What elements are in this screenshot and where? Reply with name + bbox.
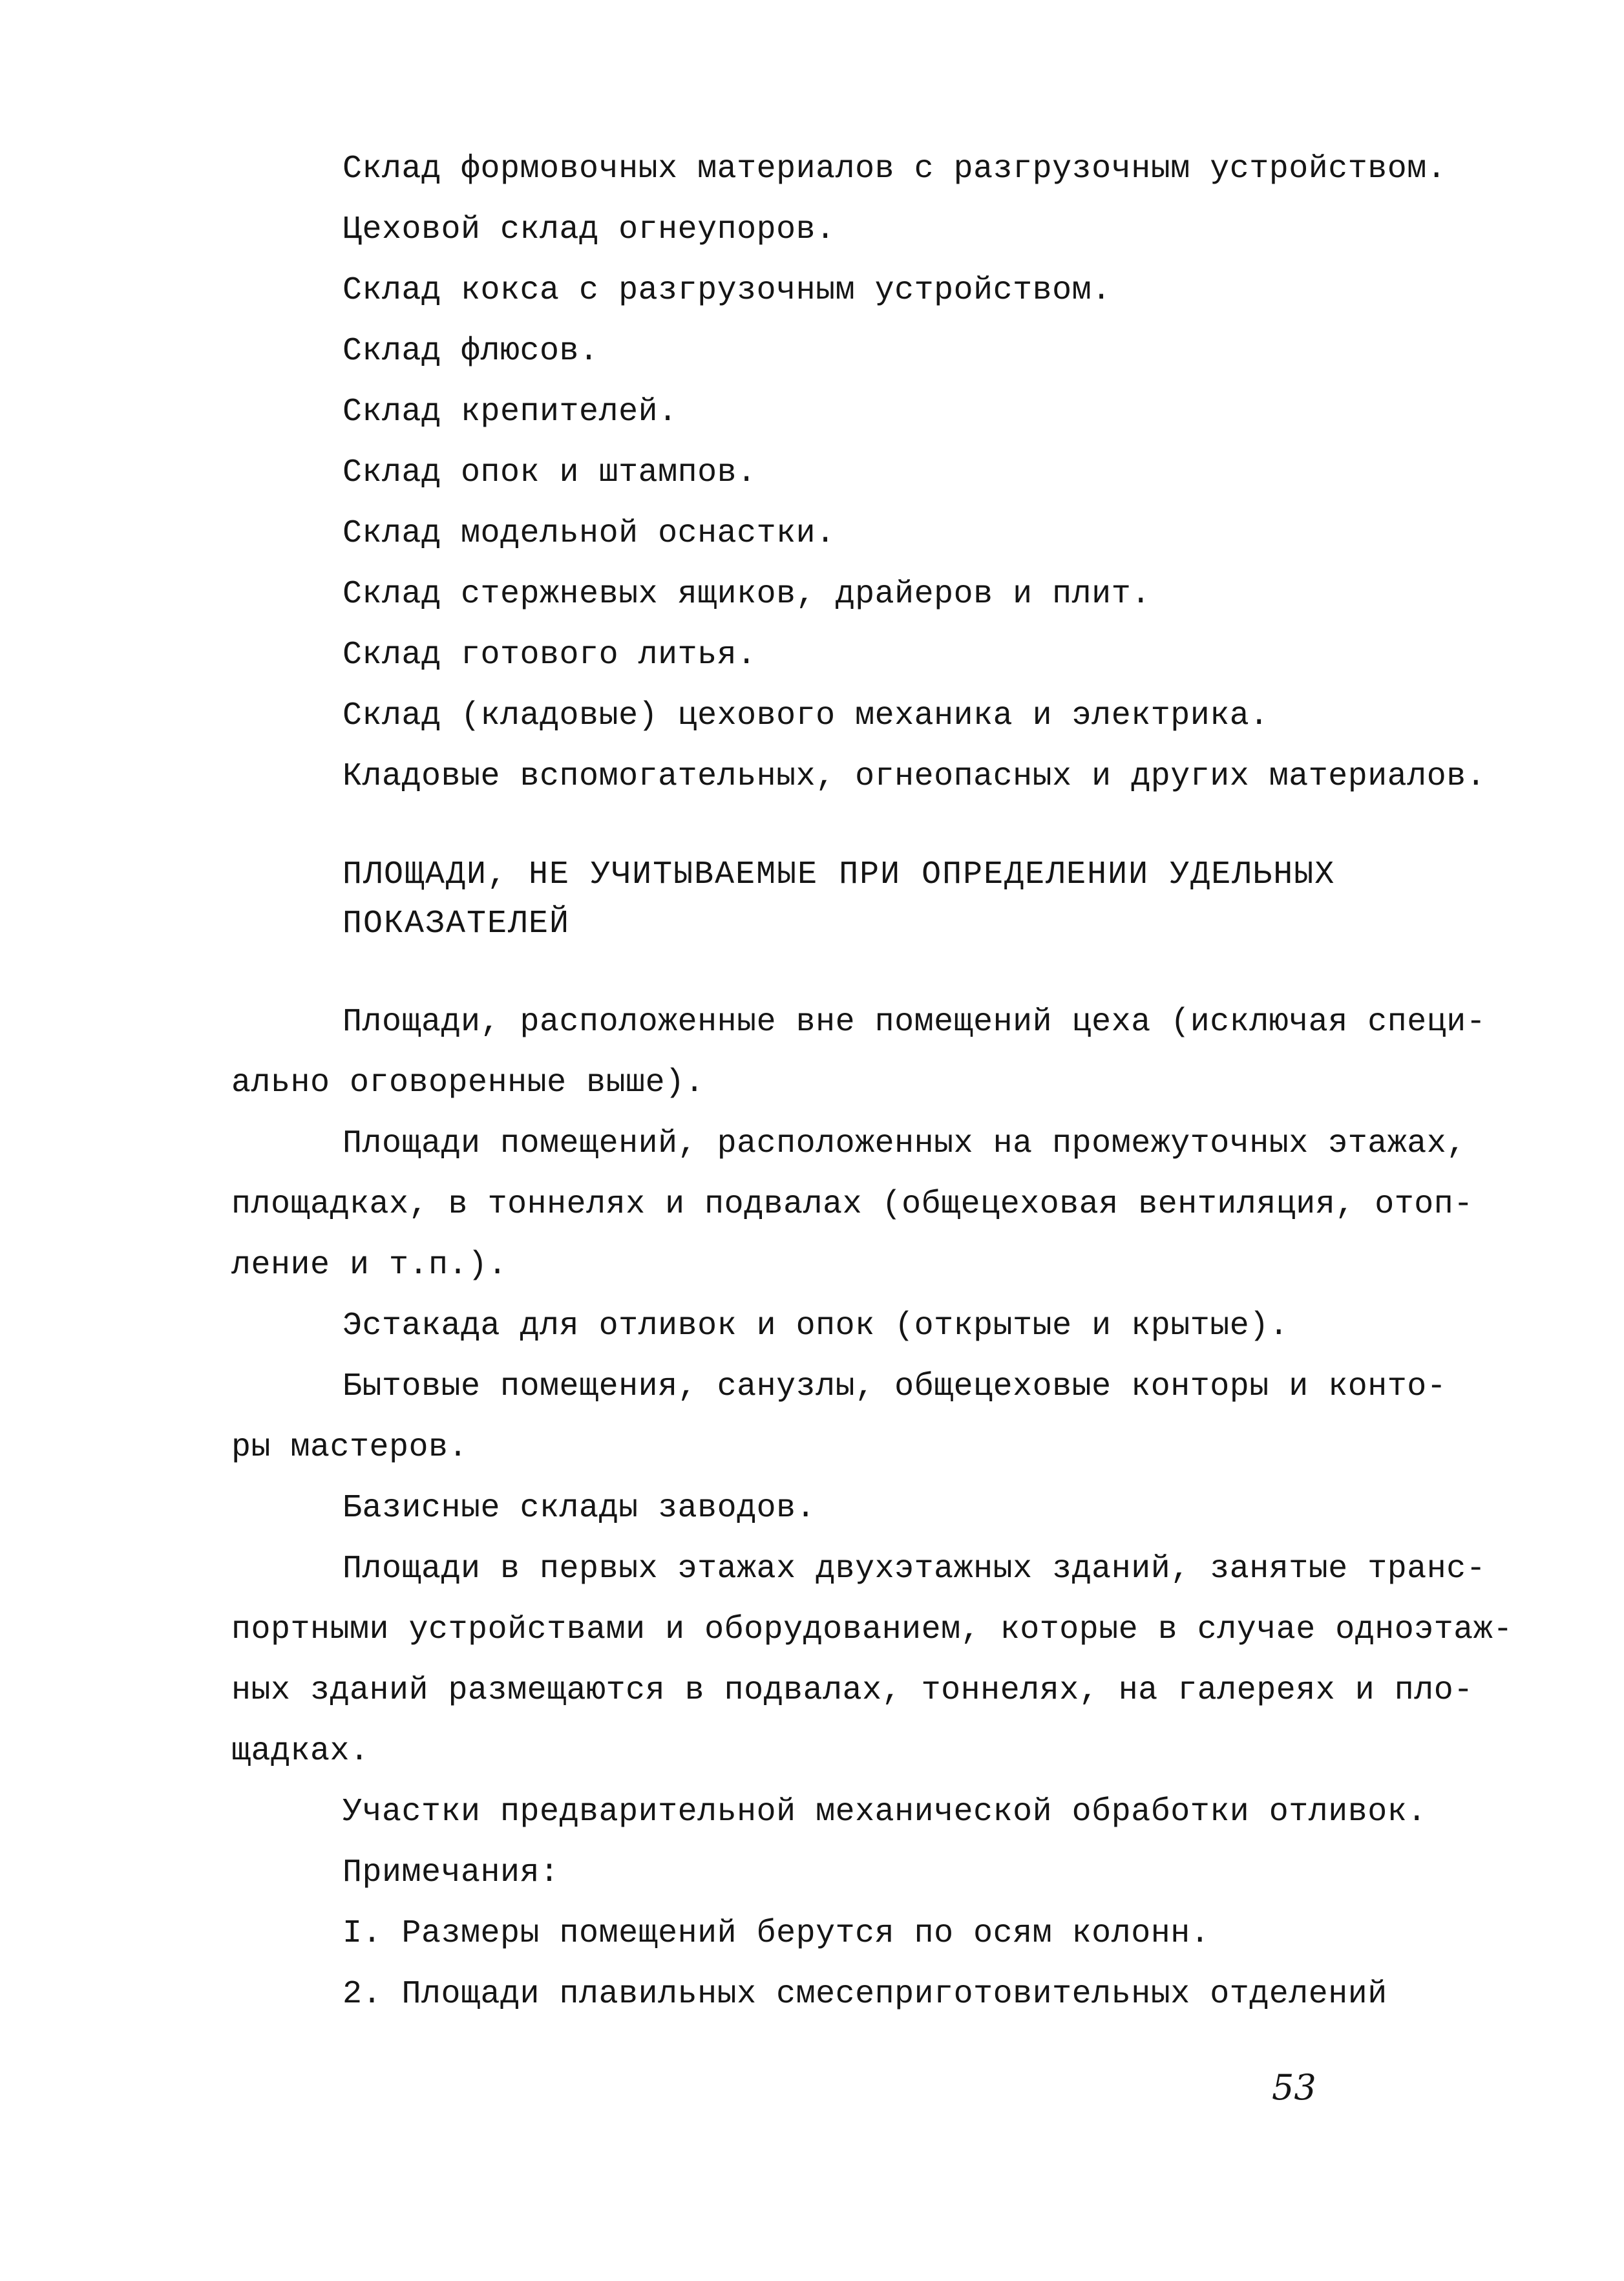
section-heading: ПОКАЗАТЕЛЕЙ bbox=[343, 906, 571, 942]
storage-item: Склад модельной оснастки. bbox=[343, 515, 836, 552]
paragraph-line: ных зданий размещаются в подвалах, тоннелях, на галереях и пло- bbox=[231, 1672, 1473, 1709]
paragraph-line: Площади в первых этажах двухэтажных зданий, занятые транс- bbox=[343, 1551, 1486, 1587]
paragraph-line: Базисные склады заводов. bbox=[343, 1490, 816, 1527]
storage-item: Склад крепителей. bbox=[343, 394, 678, 430]
paragraph-line: Участки предварительной механической обработки отливок. bbox=[343, 1794, 1427, 1830]
storage-item: Цеховой склад огнеупоров. bbox=[343, 211, 836, 248]
paragraph-line: площадках, в тоннелях и подвалах (общецеховая вентиляция, отоп- bbox=[231, 1186, 1473, 1223]
paragraph-line: Площади помещений, расположенных на промежуточных этажах, bbox=[343, 1125, 1466, 1162]
paragraph-line: портными устройствами и оборудованием, которые в случае одноэтаж- bbox=[231, 1611, 1513, 1648]
storage-item: Склад стержневых ящиков, драйеров и плит. bbox=[343, 576, 1151, 613]
paragraph-line: ально оговоренные выше). bbox=[231, 1065, 705, 1101]
storage-item: Склад кокса с разгрузочным устройством. bbox=[343, 272, 1112, 309]
storage-item: Кладовые вспомогательных, огнеопасных и других материалов. bbox=[343, 758, 1486, 795]
note-item: I. Размеры помещений берутся по осям колонн. bbox=[343, 1915, 1210, 1952]
paragraph-line: ры мастеров. bbox=[231, 1429, 469, 1466]
storage-item: Склад флюсов. bbox=[343, 333, 599, 370]
storage-item: Склад формовочных материалов с разгрузочным устройством. bbox=[343, 151, 1447, 187]
notes-heading: Примечания: bbox=[343, 1854, 560, 1891]
paragraph-line: Площади, расположенные вне помещений цеха (исключая специ- bbox=[343, 1004, 1486, 1041]
paragraph-line: ление и т.п.). bbox=[231, 1247, 508, 1284]
storage-item: Склад (кладовые) цехового механика и электрика. bbox=[343, 697, 1269, 734]
storage-item: Склад готового литья. bbox=[343, 637, 757, 674]
paragraph-line: Бытовые помещения, санузлы, общецеховые конторы и конто- bbox=[343, 1368, 1447, 1405]
paragraph-line: щадках. bbox=[231, 1733, 370, 1770]
page-number: 53 bbox=[1272, 2067, 1316, 2108]
note-item: 2. Площади плавильных смесеприготовительных отделений bbox=[343, 1976, 1387, 2013]
storage-item: Склад опок и штампов. bbox=[343, 454, 757, 491]
section-heading: ПЛОЩАДИ, НЕ УЧИТЫВАЕМЫЕ ПРИ ОПРЕДЕЛЕНИИ УДЕЛЬНЫХ bbox=[343, 856, 1336, 893]
paragraph-line: Эстакада для отливок и опок (открытые и крытые). bbox=[343, 1308, 1289, 1344]
